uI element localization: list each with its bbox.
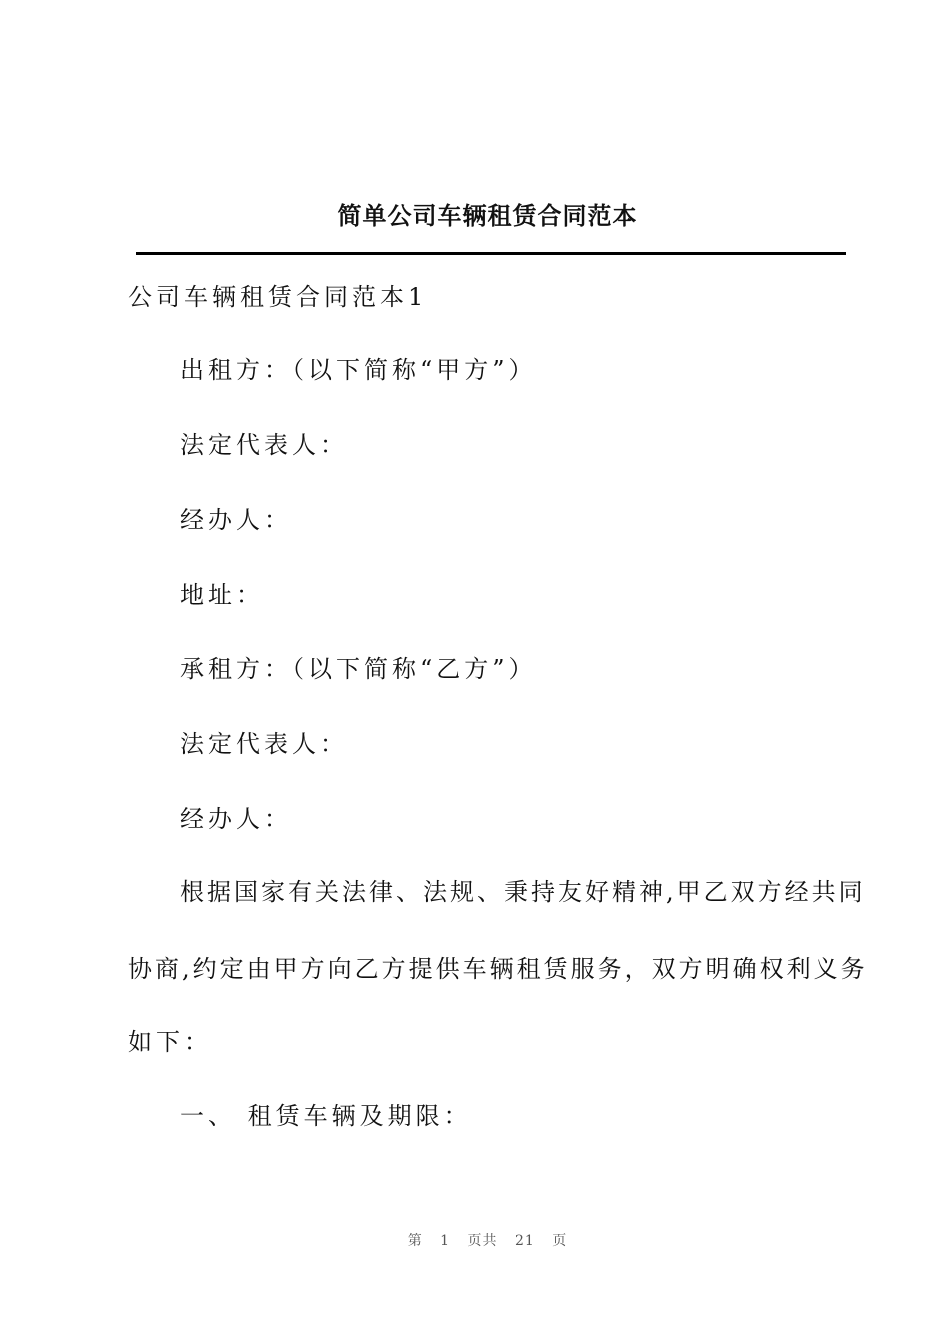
address-line: 地址： [180,581,264,609]
document-title: 简单公司车辆租赁合同范本 [337,201,638,230]
intro-paragraph-line-1: 根据国家有关法律、法规、秉持友好精神,甲乙双方经共同 [180,878,866,906]
lessor-line: 出租方：（以下简称“甲方”） [180,356,537,384]
lessee-legal-rep-line: 法定代表人： [180,730,348,758]
page-footer [0,1230,950,1250]
lessee-line: 承租方：（以下简称“乙方”） [180,655,537,683]
contract-subtitle: 公司车辆租赁合同范本1 [128,283,428,311]
footer-total-pages: 21 [515,1233,535,1249]
footer-total-word: 页共 [467,1233,498,1249]
lessor-legal-rep-line: 法定代表人： [180,431,348,459]
intro-paragraph-line-3: 如下： [128,1028,212,1056]
footer-page-number: 1 [440,1233,451,1249]
section-heading: 一、 租赁车辆及期限： [180,1102,472,1130]
lessee-agent-line: 经办人： [180,805,292,833]
title-divider [136,252,846,255]
lessor-agent-line: 经办人： [180,506,292,534]
footer-end-word: 页 [552,1233,568,1249]
intro-paragraph-line-2: 协商,约定由甲方向乙方提供车辆租赁服务，双方明确权利义务 [128,955,868,983]
footer-page-word: 第 [407,1233,423,1249]
